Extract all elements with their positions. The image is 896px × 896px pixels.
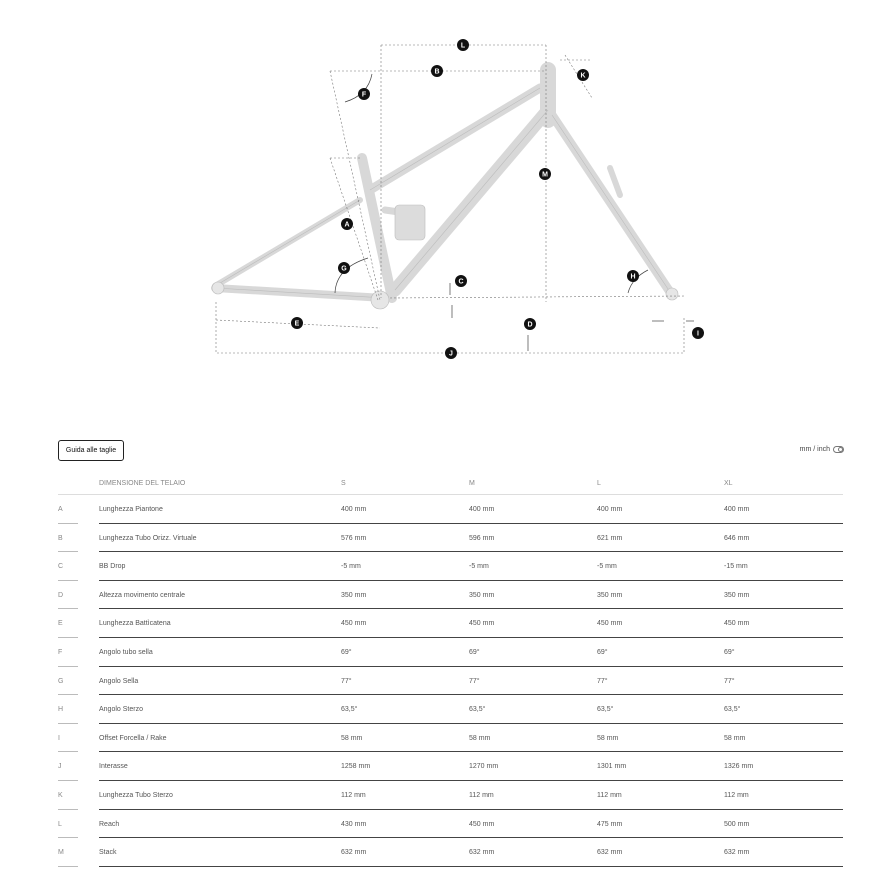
marker-J: [445, 347, 457, 359]
row-value: 450 mm: [469, 820, 495, 828]
marker-B: [431, 65, 443, 77]
row-letter: D: [58, 591, 64, 599]
bike-frame: [215, 70, 672, 298]
row-value: 69°: [597, 648, 608, 656]
row-value: 112 mm: [724, 791, 749, 799]
row-dimension-name: Offset Forcella / Rake: [99, 734, 167, 742]
marker-A: [341, 218, 353, 230]
table-row: [58, 810, 843, 839]
row-letter: C: [58, 563, 64, 571]
svg-text:G: G: [341, 265, 347, 273]
row-letter: G: [58, 677, 64, 685]
row-value: 450 mm: [724, 620, 750, 628]
row-letter: A: [58, 506, 63, 513]
row-value: 77°: [597, 677, 608, 685]
row-value: 77°: [341, 677, 352, 685]
row-letter: K: [58, 791, 63, 799]
row-value: 58 mm: [469, 734, 491, 742]
table-row: [58, 724, 843, 753]
row-value: 58 mm: [724, 734, 746, 742]
row-value: 1258 mm: [341, 763, 371, 771]
table-header: [58, 472, 843, 495]
row-value: -5 mm: [469, 563, 489, 571]
dimension-lines: [216, 42, 684, 353]
row-value: 63,5°: [469, 706, 486, 714]
svg-text:I: I: [697, 330, 699, 338]
row-value: 77°: [724, 677, 735, 685]
svg-text:H: H: [630, 273, 636, 281]
row-value: 632 mm: [469, 849, 495, 857]
header-size-xl: XL: [724, 480, 733, 487]
row-value: 350 mm: [597, 591, 623, 599]
row-dimension-name: Angolo Sterzo: [99, 706, 143, 714]
row-value: 112 mm: [469, 791, 494, 799]
header-size-s: S: [341, 480, 346, 487]
toggle-switch-icon[interactable]: [833, 446, 844, 453]
row-letter: B: [58, 534, 63, 542]
row-value: 77°: [469, 677, 480, 685]
row-value: 576 mm: [341, 534, 367, 542]
row-dimension-name: Reach: [99, 820, 120, 828]
row-value: 400 mm: [597, 506, 623, 513]
svg-text:D: D: [527, 321, 533, 329]
row-letter: F: [58, 648, 63, 656]
row-letter: J: [58, 763, 62, 771]
row-value: 63,5°: [597, 706, 614, 714]
row-value: 621 mm: [597, 534, 623, 542]
header-size-m: M: [469, 480, 475, 487]
row-value: 63,5°: [341, 706, 358, 714]
row-value: 69°: [341, 648, 352, 656]
row-value: 1301 mm: [597, 763, 627, 771]
row-dimension-name: Lunghezza Piantone: [99, 506, 163, 513]
frame-geometry-diagram: [0, 0, 896, 400]
svg-text:A: A: [344, 221, 350, 229]
row-value: 450 mm: [469, 620, 495, 628]
table-row: [58, 781, 843, 810]
table-row: [58, 524, 843, 553]
table-row: [58, 638, 843, 667]
row-value: 632 mm: [597, 849, 623, 857]
row-letter: H: [58, 706, 64, 714]
row-value: 58 mm: [341, 734, 363, 742]
marker-K: [577, 69, 589, 81]
row-value: -5 mm: [341, 563, 361, 571]
row-dimension-name: Stack: [99, 849, 117, 857]
row-letter: I: [58, 734, 60, 742]
row-value: 69°: [469, 648, 480, 656]
row-value: 400 mm: [469, 506, 495, 513]
table-row: [58, 752, 843, 781]
row-value: -5 mm: [597, 563, 617, 571]
marker-D: [524, 318, 536, 330]
row-value: 350 mm: [341, 591, 367, 599]
marker-E: [291, 317, 303, 329]
row-value: 350 mm: [724, 591, 750, 599]
row-value: 632 mm: [341, 849, 367, 857]
row-letter: E: [58, 620, 63, 628]
row-value: 450 mm: [341, 620, 367, 628]
marker-L: [457, 39, 469, 51]
dimension-markers: [291, 39, 704, 359]
row-dimension-name: Lunghezza Tubo Sterzo: [99, 791, 173, 799]
row-value: 475 mm: [597, 820, 623, 828]
row-value: 400 mm: [724, 506, 750, 513]
table-row: [58, 581, 843, 610]
row-value: 112 mm: [597, 791, 622, 799]
row-value: 632 mm: [724, 849, 750, 857]
row-value: 69°: [724, 648, 735, 656]
row-dimension-name: Angolo Sella: [99, 677, 139, 685]
table-row: [58, 609, 843, 638]
row-value: 63,5°: [724, 706, 741, 714]
row-value: 112 mm: [341, 791, 366, 799]
svg-text:B: B: [434, 68, 440, 76]
row-dimension-name: Interasse: [99, 763, 128, 771]
row-dimension-name: Lunghezza Battìcatena: [99, 620, 171, 628]
row-dimension-name: Altezza movimento centrale: [99, 591, 185, 599]
svg-text:C: C: [458, 278, 464, 286]
row-value: 450 mm: [597, 620, 623, 628]
row-value: 500 mm: [724, 820, 750, 828]
marker-C: [455, 275, 467, 287]
row-value: 400 mm: [341, 506, 367, 513]
geometry-table: [58, 472, 843, 867]
size-guide-button[interactable]: Guida alle taglie: [58, 440, 124, 461]
row-value: 350 mm: [469, 591, 495, 599]
row-letter: L: [58, 820, 62, 828]
header-dimension: DIMENSIONE DEL TELAIO: [99, 480, 186, 487]
row-letter: M: [58, 849, 64, 857]
svg-text:J: J: [449, 350, 453, 358]
table-row: [58, 838, 843, 867]
svg-text:K: K: [580, 72, 586, 80]
row-value: 430 mm: [341, 820, 367, 828]
unit-toggle-label: mm / inch: [799, 446, 830, 453]
svg-text:E: E: [294, 320, 300, 328]
row-dimension-name: BB Drop: [99, 563, 126, 571]
row-value: 646 mm: [724, 534, 750, 542]
svg-text:M: M: [542, 171, 548, 179]
table-row: [58, 552, 843, 581]
row-value: 58 mm: [597, 734, 619, 742]
row-value: -15 mm: [724, 563, 748, 571]
marker-I: [692, 327, 704, 339]
row-dimension-name: Angolo tubo sella: [99, 648, 153, 656]
table-row: [58, 495, 843, 524]
marker-H: [627, 270, 639, 282]
row-value: 1270 mm: [469, 763, 499, 771]
header-size-l: L: [597, 480, 601, 487]
svg-text:F: F: [361, 91, 367, 99]
marker-G: [338, 262, 350, 274]
table-row: [58, 695, 843, 724]
marker-M: [539, 168, 551, 180]
row-value: 1326 mm: [724, 763, 754, 771]
row-dimension-name: Lunghezza Tubo Orizz. Virtuale: [99, 534, 197, 542]
marker-F: [358, 88, 370, 100]
svg-text:L: L: [460, 42, 466, 50]
unit-toggle[interactable]: [800, 446, 844, 453]
row-value: 596 mm: [469, 534, 495, 542]
table-row: [58, 667, 843, 696]
